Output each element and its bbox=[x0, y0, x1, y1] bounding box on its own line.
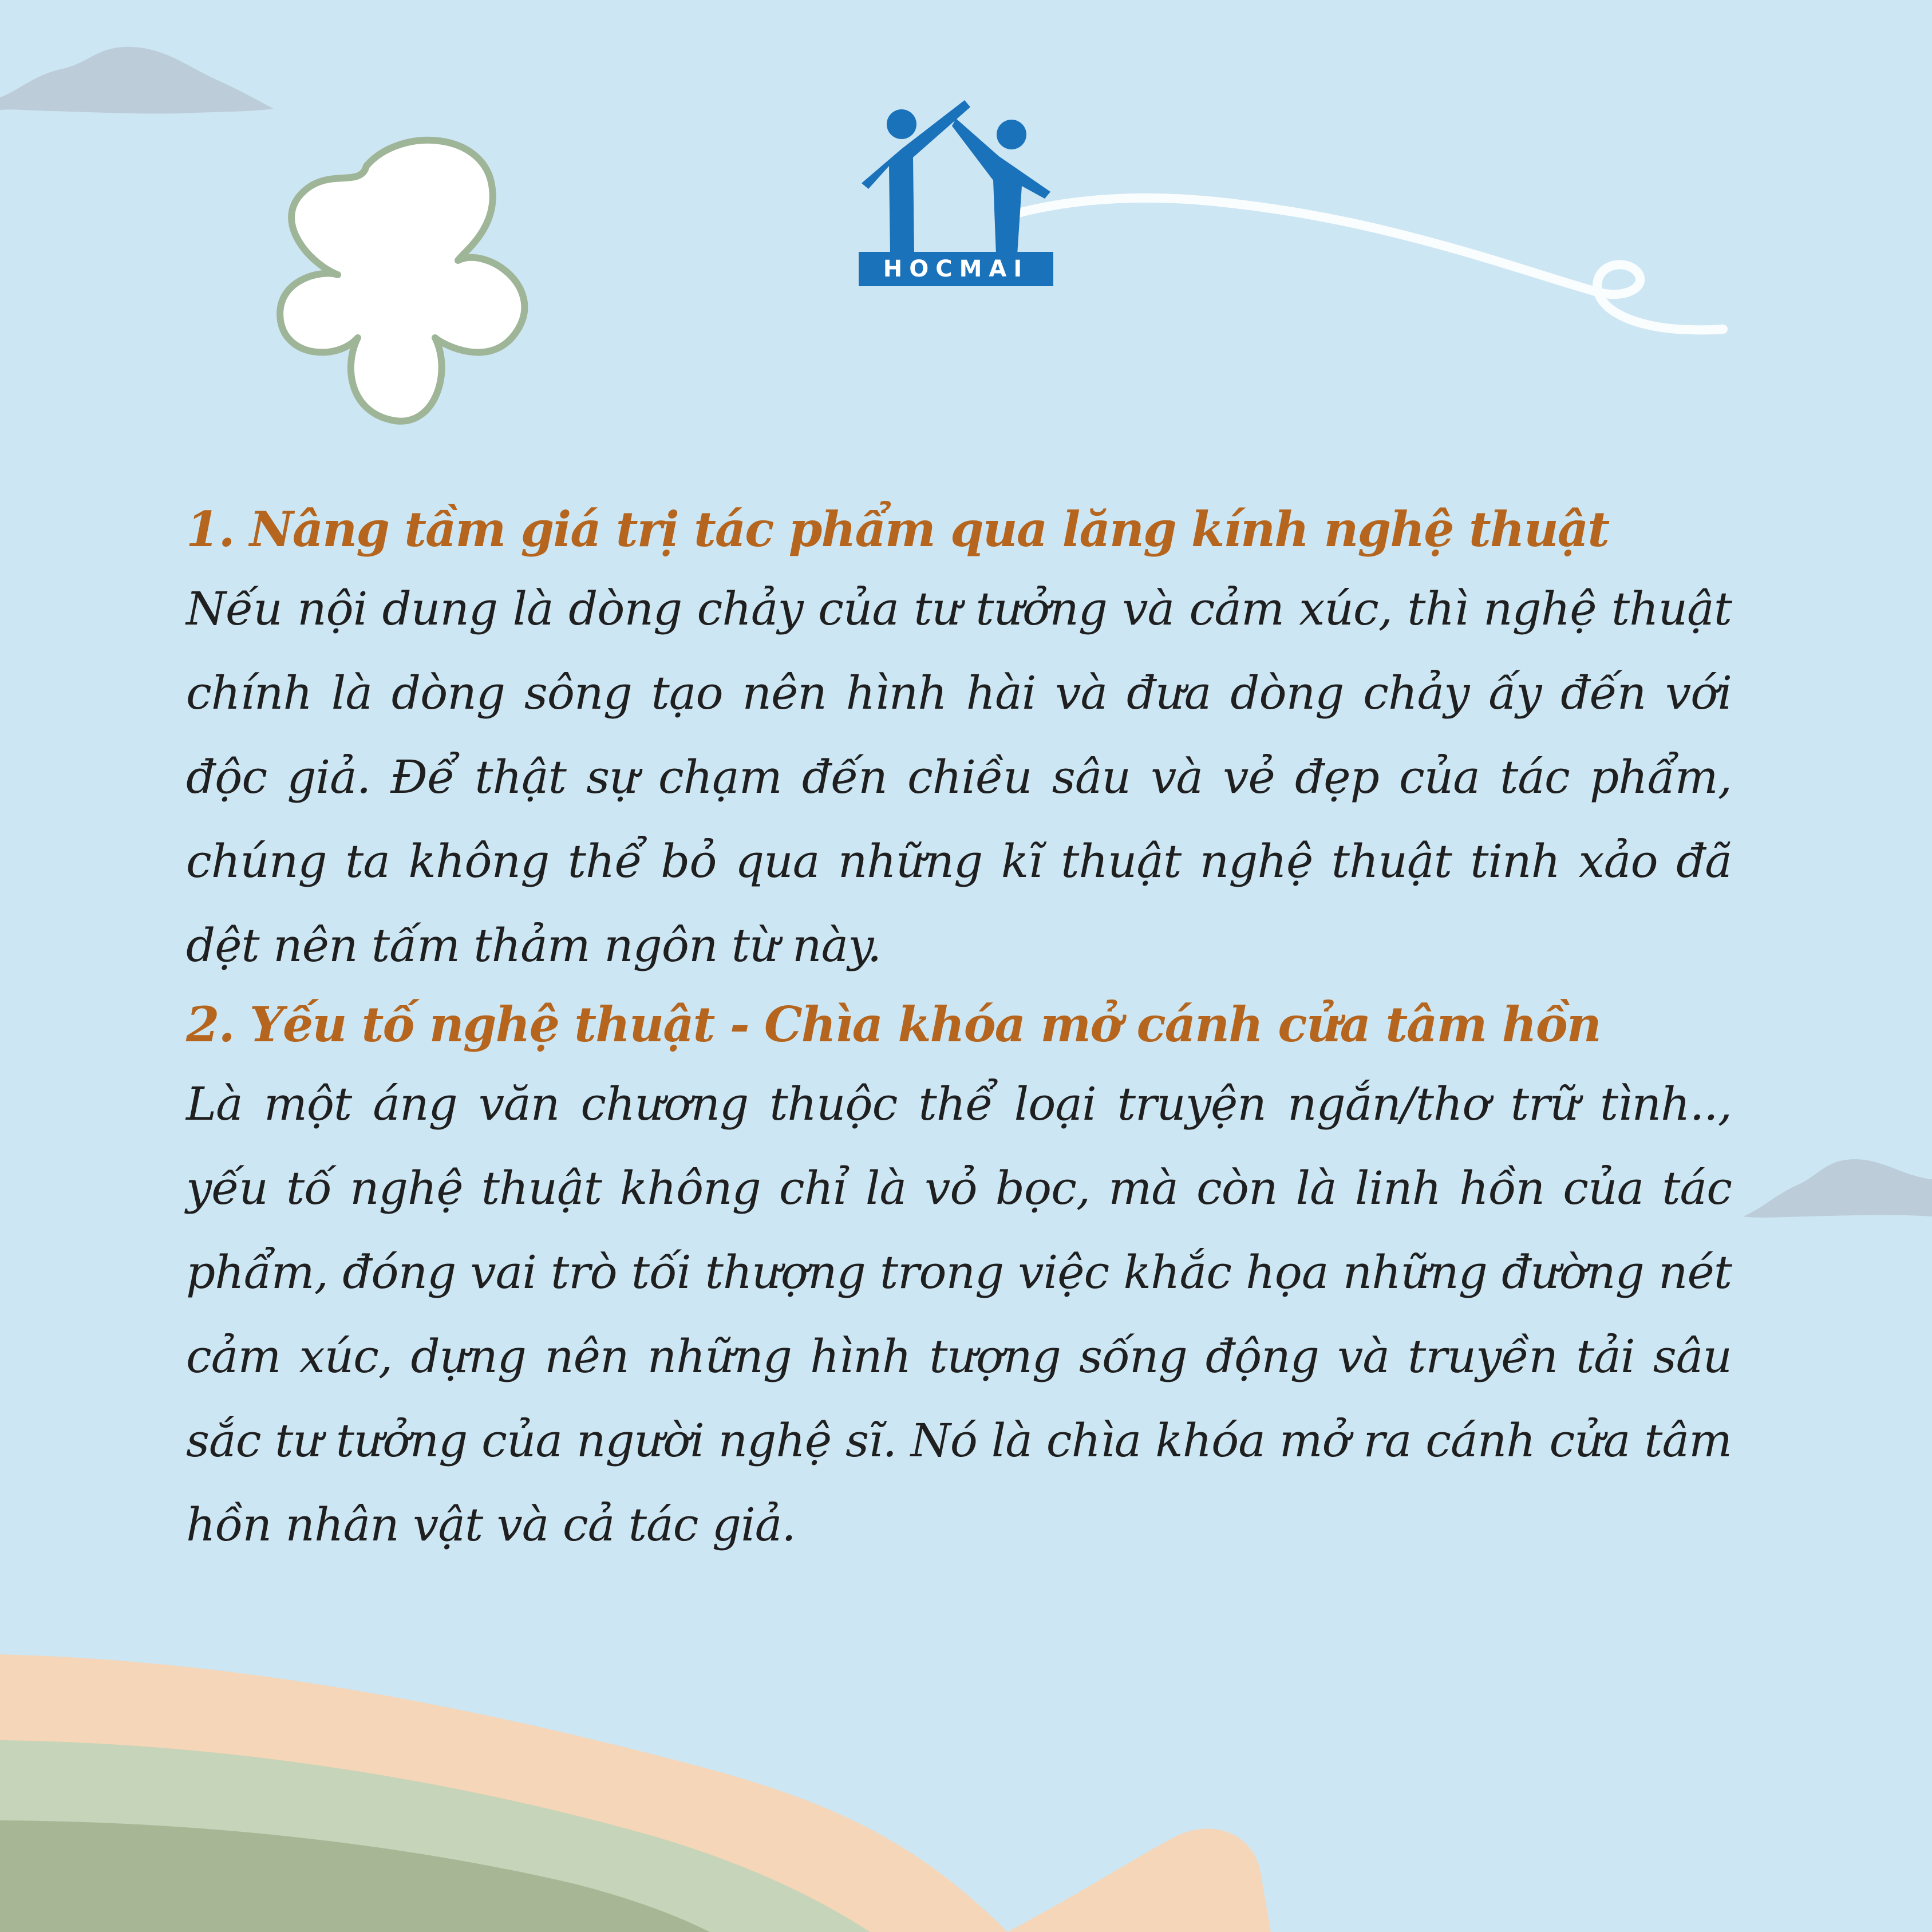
section-2-heading: 2. Yếu tố nghệ thuật - Chìa khóa mở cánh cửa tâm hồn bbox=[186, 996, 1601, 1053]
section-2-body: Là một áng văn chương thuộc thể loại truyện ngắn/thơ trữ tình.., yếu tố nghệ thuật không chỉ là vỏ bọc, mà còn là linh hồn của tác phẩm, đóng vai trò tối thượng trong việc khắc họa những đường nét cảm xúc, dựng nên những hình tượng sống động và truyền tải sâu sắc tư tưởng của người nghệ sĩ. Nó là chìa khóa mở ra cánh cửa tâm hồn nhân vật và cả tác giả. bbox=[186, 1077, 1732, 1551]
hocmai-logo bbox=[856, 94, 1056, 289]
article-content bbox=[186, 492, 1732, 1567]
section-1-body: Nếu nội dung là dòng chảy của tư tưởng và cảm xúc, thì nghệ thuật chính là dòng sông tạo nên hình hài và đưa dòng chảy ấy đến với độc giả. Để thật sự chạm đến chiều sâu và vẻ đẹp của tác phẩm, chúng ta không thể bỏ qua những kĩ thuật nghệ thuật tinh xảo đã dệt nên tấm thảm ngôn từ này. bbox=[186, 582, 1732, 972]
hocmai-logo-icon bbox=[856, 94, 1056, 289]
logo-text: HOCMAI bbox=[883, 256, 1029, 282]
section-1-heading: 1. Nâng tầm giá trị tác phẩm qua lăng kính nghệ thuật bbox=[186, 501, 1609, 558]
